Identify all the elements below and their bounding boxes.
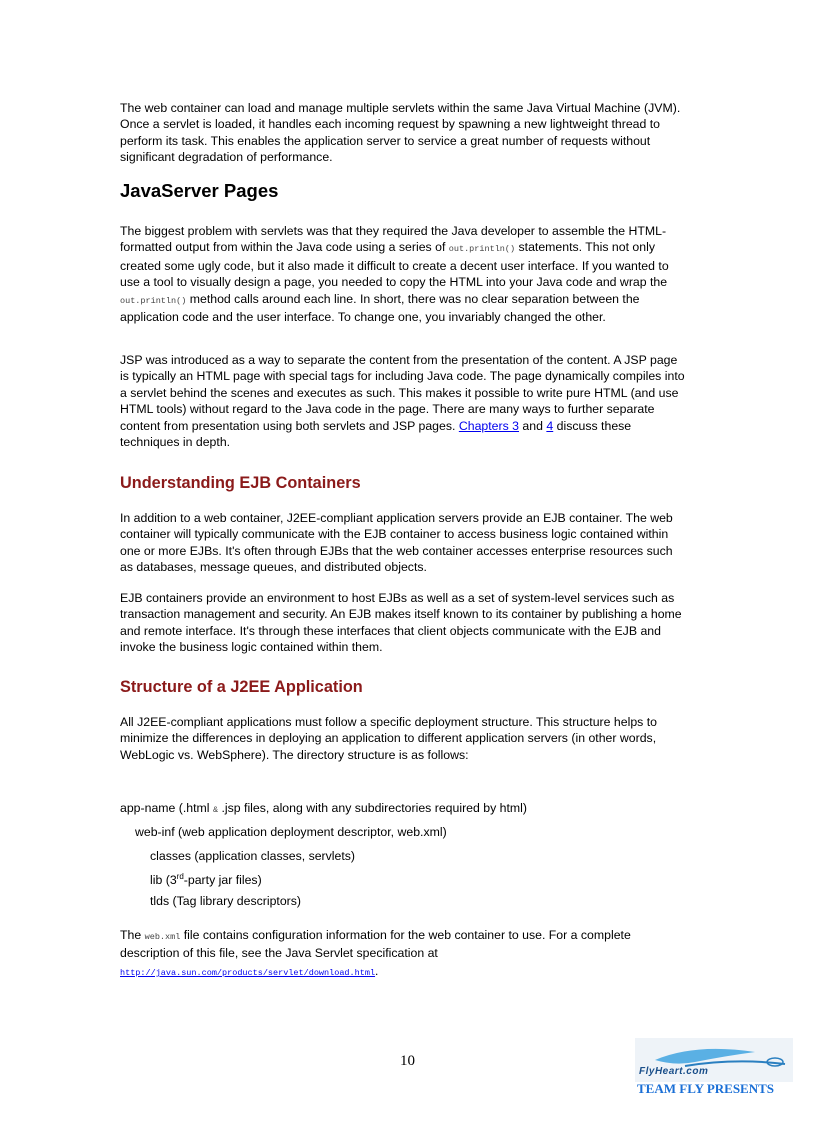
code-web-xml: web.xml [144,932,181,942]
dir-lib-superscript: rd [176,872,184,881]
dir-tlds: tlds (Tag library descriptors) [150,894,302,908]
dir-classes: classes (application classes, servlets) [150,849,356,863]
logo-subtitle: TEAM FLY PRESENTS [637,1081,775,1096]
chapter-4-link[interactable]: 4 [546,418,554,433]
dir-app-name-text-b: .jsp files, along with any subdirectories required by html) [221,801,527,815]
dir-ampersand: & [212,805,219,815]
ejb-heading: Understanding EJB Containers [120,474,361,492]
teamfly-logo [635,1038,793,1100]
code-out-println-1: out.println() [448,244,516,255]
web-xml-text-b: file contains configuration information for the web container to use. For a complete description of this file, see the Java Servlet specification at [120,928,631,961]
jsp-p2-and: and [522,418,543,433]
servlet-spec-link-line [120,962,378,980]
structure-paragraph: All J2EE-compliant applications must follow a specific deployment structure. This structure helps to minimize the differences in deploying an application to different application servers (in other words, WebLogic vs. WebSphere). The directory structure is as follows: [120,715,657,762]
dir-lib-text-a: lib (3 [150,873,177,888]
web-xml-text-a: The [120,928,142,942]
code-out-println-2: out.println() [120,295,187,306]
logo-text: FlyHeart.com [639,1066,709,1077]
chapters-3-link[interactable]: Chapters 3 [458,418,519,433]
jsp-p2-text-a: JSP was introduced as a way to separate the content from the presentation of the content. A JSP page is typically an HTML page with special tags for including Java code. The page dynamically compiles into a servlet behind the scenes and executes as such. This makes it possible to write pure HTML (and use HTML tools) without regard to the Java code in the page. There are many ways to further separate content from presentation using both servlets and JSP pages. [120,353,685,433]
jsp-heading: JavaServer Pages [120,180,279,201]
jsp-paragraph-1 [120,223,685,325]
ejb-paragraph-1: In addition to a web container, J2EE-compliant application servers provide an EJB container. The web container will typically communicate with the EJB container to access business logic contained within one or more EJBs. It's often through EJBs that the web container accesses enterprise resources such as databases, message queues, and distributed objects. [120,511,673,575]
jsp-p1-text-c: method calls around each line. In short, there was no clear separation between the application code and the user interface. To change one, you invariably changed the other. [120,291,640,325]
structure-heading: Structure of a J2EE Application [120,678,363,696]
dir-web-inf: web-inf (web application deployment descriptor, web.xml) [135,825,447,839]
web-xml-paragraph [120,927,685,962]
jsp-p1-text-b: statements. This not only created some ugly code, but it also made it difficult to create a decent user interface. If you wanted to use a tool to visually design a page, you needed to copy the HTML into your Java code and wrap the [120,240,669,290]
logo-background [635,1038,793,1082]
dir-lib [150,869,262,888]
dir-lib-text-b: -party jar files) [183,873,262,888]
jsp-p2-text-b: discuss these techniques in depth. [120,418,632,450]
intro-paragraph: The web container can load and manage multiple servlets within the same Java Virtual Machine (JVM). Once a servlet is loaded, it handles each incoming request by spawning a new lightweight thread to perform its task. This enables the application server to service a great number of requests without significant degradation of performance. [120,101,681,165]
link-period: . [375,964,379,978]
dir-app-name-text-a: app-name (.html [120,801,210,815]
ejb-paragraph-2: EJB containers provide an environment to host EJBs as well as a set of system-level services such as transaction management and security. An EJB makes itself known to its container by publishing a home and remote interface. It's through these interfaces that client objects communicate with the EJB and invoke the business logic contained within them. [120,591,682,655]
jsp-p1-text-a: The biggest problem with servlets was that they required the Java developer to assemble the HTML-formatted output from within the Java code using a series of [120,224,667,255]
page-number: 10 [400,1053,415,1069]
servlet-spec-link[interactable]: http://java.sun.com/products/servlet/download.html [120,968,376,978]
dir-app-name [120,800,527,818]
jsp-paragraph-2 [120,352,685,450]
